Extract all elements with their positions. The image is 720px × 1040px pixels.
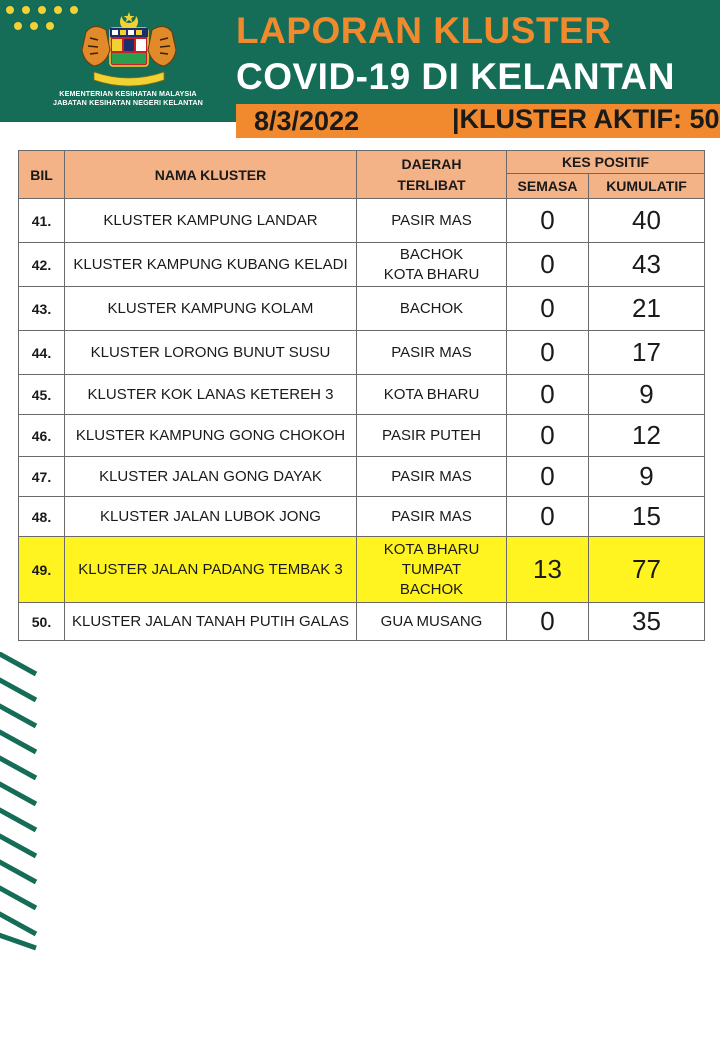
- cell-nama-kluster: KLUSTER LORONG BUNUT SUSU: [65, 331, 357, 375]
- daerah-item: BACHOK: [399, 580, 464, 598]
- cell-semasa: 13: [507, 537, 589, 603]
- cell-semasa: 0: [507, 199, 589, 243]
- cell-nama-kluster: KLUSTER KAMPUNG KOLAM: [65, 287, 357, 331]
- table-row: [19, 497, 705, 537]
- header-kes-positif: KES POSITIF: [507, 151, 705, 174]
- cluster-table: [18, 150, 705, 641]
- cell-semasa: 0: [507, 603, 589, 641]
- cell-nama-kluster: KLUSTER KAMPUNG LANDAR: [65, 199, 357, 243]
- cell-daerah-terlibat: [357, 199, 507, 243]
- table-row: [19, 287, 705, 331]
- report-title-line1: LAPORAN KLUSTER: [236, 10, 612, 51]
- coat-of-arms-logo: [72, 10, 186, 88]
- cell-bil: 46.: [19, 415, 65, 457]
- header-daerah-line2: TERLIBAT: [397, 176, 466, 193]
- cell-semasa: 0: [507, 375, 589, 415]
- daerah-item: TUMPAT: [401, 560, 462, 578]
- cell-bil: 50.: [19, 603, 65, 641]
- daerah-item: BACHOK: [399, 245, 464, 263]
- table-row: [19, 243, 705, 287]
- cell-semasa: 0: [507, 331, 589, 375]
- cell-nama-kluster: KLUSTER KAMPUNG KUBANG KELADI: [65, 243, 357, 287]
- cell-semasa: 0: [507, 287, 589, 331]
- cell-semasa: 0: [507, 243, 589, 287]
- cell-kumulatif: 9: [589, 457, 705, 497]
- cell-kumulatif: 15: [589, 497, 705, 537]
- cell-bil: 47.: [19, 457, 65, 497]
- cell-nama-kluster: KLUSTER JALAN GONG DAYAK: [65, 457, 357, 497]
- organization-name: KEMENTERIAN KESIHATAN MALAYSIA: [59, 89, 197, 98]
- table-row: [19, 375, 705, 415]
- daerah-item: PASIR MAS: [391, 507, 472, 525]
- header-nama-kluster: NAMA KLUSTER: [65, 151, 357, 199]
- cell-semasa: 0: [507, 457, 589, 497]
- cell-bil: 48.: [19, 497, 65, 537]
- cell-daerah-terlibat: [357, 537, 507, 603]
- cell-kumulatif: 43: [589, 243, 705, 287]
- daerah-item: PASIR MAS: [391, 211, 472, 229]
- cell-kumulatif: 12: [589, 415, 705, 457]
- header-bil: BIL: [19, 151, 65, 199]
- cell-daerah-terlibat: [357, 287, 507, 331]
- cell-kumulatif: 35: [589, 603, 705, 641]
- daerah-item: BACHOK: [399, 299, 464, 317]
- daerah-item: PASIR MAS: [391, 343, 472, 361]
- table-row: [19, 415, 705, 457]
- report-date: 8/3/2022: [254, 106, 360, 136]
- cell-daerah-terlibat: [357, 497, 507, 537]
- cell-nama-kluster: KLUSTER KOK LANAS KETEREH 3: [65, 375, 357, 415]
- cell-daerah-terlibat: [357, 603, 507, 641]
- cell-daerah-terlibat: [357, 243, 507, 287]
- cell-nama-kluster: KLUSTER JALAN LUBOK JONG: [65, 497, 357, 537]
- daerah-item: KOTA BHARU: [383, 265, 480, 283]
- cell-kumulatif: 9: [589, 375, 705, 415]
- cell-bil: 44.: [19, 331, 65, 375]
- cell-nama-kluster: KLUSTER KAMPUNG GONG CHOKOH: [65, 415, 357, 457]
- header-daerah-terlibat: [357, 151, 507, 199]
- daerah-item: PASIR PUTEH: [382, 426, 481, 444]
- cell-daerah-terlibat: [357, 457, 507, 497]
- cell-bil: 42.: [19, 243, 65, 287]
- cell-semasa: 0: [507, 415, 589, 457]
- cell-kumulatif: 21: [589, 287, 705, 331]
- cell-kumulatif: 77: [589, 537, 705, 603]
- cell-daerah-terlibat: [357, 331, 507, 375]
- active-cluster-count: |KLUSTER AKTIF: 50: [452, 104, 720, 134]
- table-row: [19, 457, 705, 497]
- report-title-line2: COVID-19 DI KELANTAN: [236, 56, 675, 97]
- daerah-item: KOTA BHARU: [383, 385, 480, 403]
- cell-nama-kluster: KLUSTER JALAN PADANG TEMBAK 3: [65, 537, 357, 603]
- daerah-item: PASIR MAS: [391, 467, 472, 485]
- cell-daerah-terlibat: [357, 415, 507, 457]
- cell-nama-kluster: KLUSTER JALAN TANAH PUTIH GALAS: [65, 603, 357, 641]
- organization-subname: JABATAN KESIHATAN NEGERI KELANTAN: [53, 98, 203, 107]
- cell-kumulatif: 17: [589, 331, 705, 375]
- cell-semasa: 0: [507, 497, 589, 537]
- header-kumulatif: KUMULATIF: [589, 174, 705, 199]
- decorative-stripes: [0, 652, 40, 952]
- table-row: [19, 331, 705, 375]
- table-row: [19, 537, 705, 603]
- cell-bil: 41.: [19, 199, 65, 243]
- cell-kumulatif: 40: [589, 199, 705, 243]
- header-daerah-line1: DAERAH: [401, 155, 462, 172]
- daerah-item: GUA MUSANG: [380, 612, 483, 630]
- header-semasa: SEMASA: [507, 174, 589, 199]
- table-row: [19, 603, 705, 641]
- table-row: [19, 199, 705, 243]
- cell-bil: 43.: [19, 287, 65, 331]
- cell-bil: 49.: [19, 537, 65, 603]
- daerah-item: KOTA BHARU: [383, 540, 480, 558]
- cell-bil: 45.: [19, 375, 65, 415]
- cell-daerah-terlibat: [357, 375, 507, 415]
